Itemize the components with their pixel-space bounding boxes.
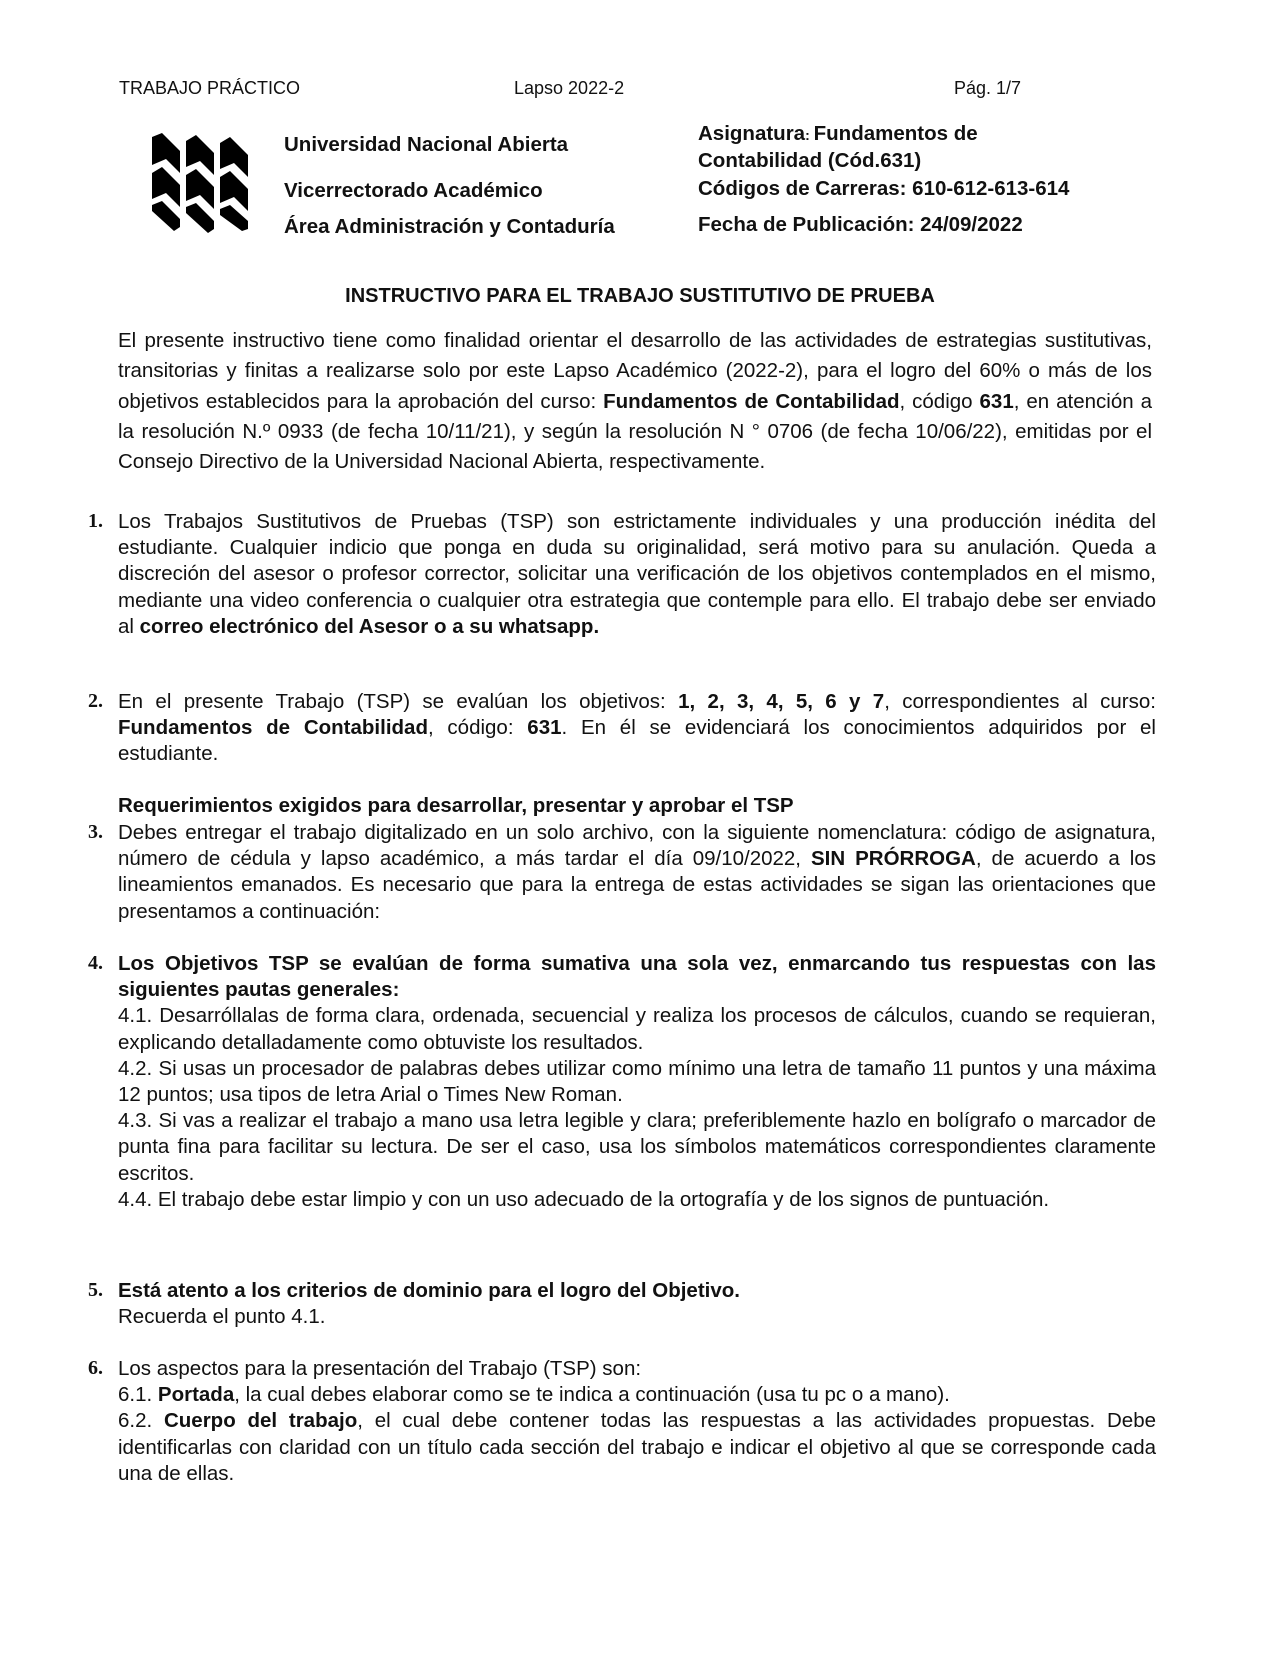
item-6-1-text: , la cual debes elaborar como se te indica a continuación (usa tu pc o a mano). [234,1383,950,1407]
item-3-text-2: , de acuerdo a los lineamientos emanados. Es necesario que para la entrega de estas actividades se sigan las orientaciones que presentamos a continuación: [118,847,1156,923]
intro-text-1: El presente instructivo tiene como finalidad orientar el desarrollo de las actividades de estrategias sustitutivas, transitorias y finitas a realizarse solo por este Lapso Académico (2022-2), para el logro del 60% o más de los objetivos establecidos para la aprobación del curso: [118,329,1152,413]
codigos-carreras: Códigos de Carreras: 610-612-613-614 [698,177,1070,200]
header-page-number: Pág. 1/7 [954,78,1022,98]
asignatura-separator: : [805,127,814,143]
item-3-number: 3. [88,821,103,843]
item-2-course: Fundamentos de Contabilidad [118,716,428,740]
item-6-1-number: 6.1. [118,1383,158,1407]
item-2-number: 2. [88,690,103,712]
item-1 [118,509,1156,640]
item-1-contact: correo electrónico del Asesor o a su whatsapp. [139,614,600,638]
intro-course-code: 631 [979,389,1014,413]
item-4-3: 4.3. Si vas a realizar el trabajo a mano usa letra legible y clara; preferiblemente hazlo en bolígrafo o marcador de punta fina para facilitar su lectura. De ser el caso, usa los símbolos matemáticos correspondientes claramente escritos. [118,1109,1156,1185]
item-6-1 [118,1382,1156,1408]
asignatura-line-1 [698,121,978,148]
item-4-heading: Los Objetivos TSP se evalúan de forma sumativa una sola vez, enmarcando tus respuestas con las siguientes pautas generales: [118,952,1156,1002]
item-6-2-title: Cuerpo del trabajo [163,1409,358,1433]
asignatura-block [698,121,978,174]
item-6 [118,1356,1156,1487]
university-name: Universidad Nacional Abierta [284,133,569,156]
item-6-2 [118,1408,1156,1487]
asignatura-label: Asignatura [698,122,806,145]
item-5-number: 5. [88,1279,103,1301]
item-2-code: 631 [527,716,562,740]
vicerrectorado: Vicerrectorado Académico [284,179,543,202]
item-6-text: Los aspectos para la presentación del Trabajo (TSP) son: [118,1357,642,1380]
item-1-text: Los Trabajos Sustitutivos de Pruebas (TSP) son estrictamente individuales y una producción inédita del estudiante. Cualquier indicio que ponga en duda su originalidad, será motivo para su anulación. Queda a discreción del asesor o profesor corrector, solicitar una verificación de los objetivos contemplados en el mismo, mediante una video conferencia o cualquier otra estrategia que contemple para ello. El trabajo debe ser enviado al [118,510,1156,638]
intro-course-name: Fundamentos de Contabilidad [603,389,900,413]
intro-text-2: , código [899,389,980,413]
item-4 [118,951,1156,1213]
item-2-text-2: , correspondientes al curso: [884,690,1156,713]
fecha-publicacion: Fecha de Publicación: 24/09/2022 [698,213,1023,236]
item-4-2: 4.2. Si usas un procesador de palabras debes utilizar como mínimo una letra de tamaño 11 puntos y una máxima 12 puntos; usa tipos de letra Arial o Times New Roman. [118,1056,1156,1107]
asignatura-value-1: Fundamentos de [813,122,978,145]
requirements-heading: Requerimientos exigidos para desarrollar, presentar y aprobar el TSP [118,794,794,817]
item-6-2-number: 6.2. [118,1409,164,1433]
item-4-number: 4. [88,952,103,974]
item-3-deadline-note: SIN PRÓRROGA [810,847,976,871]
item-2-text-1: En el presente Trabajo (TSP) se evalúan los objetivos: [118,690,679,713]
item-2-objectives: 1, 2, 3, 4, 5, 6 y 7 [678,690,885,713]
intro-text-3: , en atención a la resolución N.º 0933 (de fecha 10/11/21), y según la resolución N ° 0706 (de fecha 10/06/22), emitidas por el Consejo Directivo de la Universidad Nacional Abierta, respectivamente. [118,389,1152,474]
item-4-1: 4.1. Desarróllalas de forma clara, ordenada, secuencial y realiza los procesos de cálculos, cuando se requieran, explicando detalladamente como obtuviste los resultados. [118,1004,1156,1054]
item-3 [118,820,1156,925]
asignatura-value-2: Contabilidad (Cód.631) [698,149,922,172]
item-2-text-3: , código: [427,716,528,740]
item-5-heading: Está atento a los criterios de dominio para el logro del Objetivo. [118,1279,740,1302]
item-5-text: Recuerda el punto 4.1. [118,1305,326,1329]
item-3-text-1: Debes entregar el trabajo digitalizado en un solo archivo, con la siguiente nomenclatura: código de asignatura, número de cédula y lapso académico, a más tardar el día 09/10/2022, [118,821,1156,871]
item-6-number: 6. [88,1357,103,1379]
item-6-1-title: Portada [157,1383,235,1407]
item-4-4: 4.4. El trabajo debe estar limpio y con un uso adecuado de la ortografía y de los signos de puntuación. [118,1187,1050,1211]
academic-area: Área Administración y Contaduría [284,215,615,238]
item-2 [118,689,1156,768]
document-title: INSTRUCTIVO PARA EL TRABAJO SUSTITUTIVO DE PRUEBA [345,285,935,307]
una-logo [148,133,252,233]
intro-paragraph [118,326,1152,477]
header-center: Lapso 2022-2 [514,78,625,98]
item-6-2-text: , el cual debe contener todas las respuestas a las actividades propuestas. Debe identificarlas con claridad con un título cada sección del trabajo e indicar el objetivo al que se corresponde cada una de ellas. [118,1409,1157,1485]
header-left: TRABAJO PRÁCTICO [119,78,301,98]
item-1-number: 1. [88,510,103,532]
item-2-text-4: . En él se evidenciará los conocimientos adquiridos por el estudiante. [118,716,1156,766]
item-5 [118,1278,1156,1330]
